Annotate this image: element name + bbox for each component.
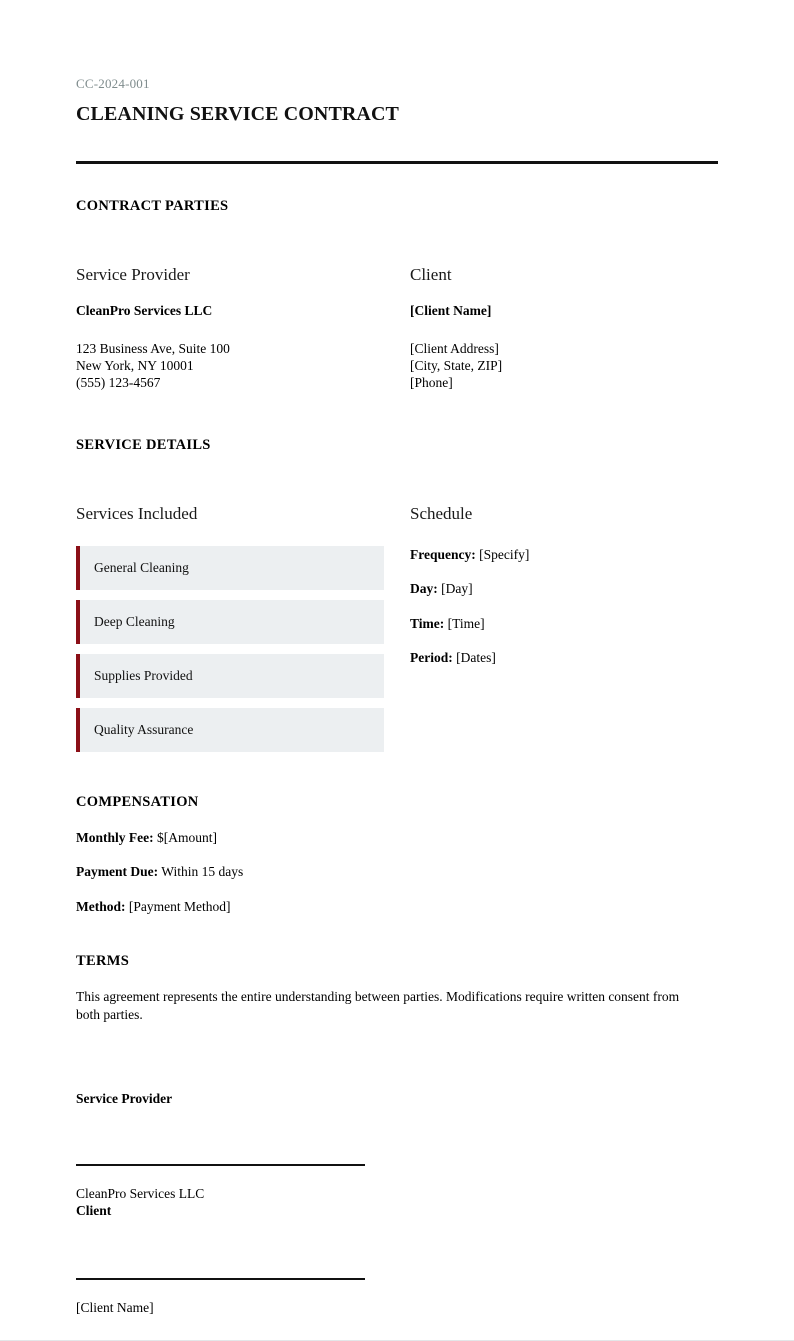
monthly-fee-value: $[Amount] — [156, 829, 217, 845]
provider-signature-line — [76, 1164, 365, 1166]
client-party-block — [410, 265, 718, 392]
list-item — [76, 546, 384, 590]
signature-area — [76, 1090, 718, 1316]
list-item — [76, 708, 384, 752]
schedule-time-label: Time: — [410, 615, 445, 631]
list-item — [76, 600, 384, 644]
terms-paragraph: This agreement represents the entire understanding between parties. Modifications require written consent from both parties. — [76, 989, 680, 1023]
payment-due-label: Payment Due: — [76, 864, 159, 880]
contract-parties-grid — [76, 265, 718, 392]
schedule-period-value: [Dates] — [456, 650, 496, 666]
schedule-frequency-label: Frequency: — [410, 546, 476, 562]
list-item — [410, 649, 718, 667]
client-signature-line — [76, 1278, 365, 1280]
service-item-label: General Cleaning — [94, 559, 189, 575]
schedule-subheading: Schedule — [410, 504, 473, 524]
section-heading-compensation: COMPENSATION — [76, 793, 199, 810]
list-item — [76, 654, 384, 698]
provider-name: CleanPro Services LLC — [76, 302, 213, 318]
list-item — [410, 546, 718, 564]
provider-address — [76, 340, 410, 392]
provider-signature-block — [76, 1090, 365, 1316]
compensation-list — [76, 829, 718, 916]
schedule-time-value: [Time] — [447, 615, 485, 631]
service-item-label: Deep Cleaning — [94, 613, 175, 629]
client-phone: [Phone] — [410, 375, 453, 391]
client-address-line2: [City, State, ZIP] — [410, 357, 503, 373]
services-included-list — [76, 546, 410, 752]
title-divider-rule — [76, 161, 718, 164]
service-item-label: Supplies Provided — [94, 667, 193, 683]
section-heading-service-details: SERVICE DETAILS — [76, 437, 211, 454]
document-reference: CC-2024-001 — [76, 76, 150, 91]
section-heading-terms: TERMS — [76, 953, 130, 970]
list-item — [410, 580, 718, 598]
services-included-block — [76, 504, 410, 751]
list-item — [410, 615, 718, 633]
schedule-block — [410, 504, 718, 667]
monthly-fee-label: Monthly Fee: — [76, 829, 154, 845]
provider-address-line1: 123 Business Ave, Suite 100 — [76, 340, 230, 356]
list-item — [76, 863, 718, 881]
schedule-day-label: Day: — [410, 581, 438, 597]
client-role-label: Client — [410, 264, 452, 284]
service-details-grid — [76, 504, 718, 751]
services-included-subheading: Services Included — [76, 504, 198, 524]
provider-signature-name: CleanPro Services LLC — [76, 1185, 205, 1201]
section-heading-contract-parties: CONTRACT PARTIES — [76, 197, 229, 214]
document-header — [76, 76, 718, 164]
list-item — [76, 829, 718, 847]
schedule-frequency-value: [Specify] — [479, 546, 530, 562]
service-item-label: Quality Assurance — [94, 721, 194, 737]
client-signature-name: [Client Name] — [76, 1299, 154, 1315]
provider-signature-role: Service Provider — [76, 1091, 173, 1107]
client-signature-role: Client — [76, 1203, 112, 1219]
provider-role-label: Service Provider — [76, 264, 190, 284]
service-provider-party-block — [76, 265, 410, 392]
payment-due-value: Within 15 days — [161, 864, 244, 880]
client-name: [Client Name] — [410, 302, 492, 318]
provider-address-line2: New York, NY 10001 — [76, 357, 194, 373]
list-item — [76, 898, 718, 916]
client-address — [410, 340, 718, 392]
payment-method-label: Method: — [76, 898, 126, 914]
schedule-day-value: [Day] — [441, 581, 473, 597]
provider-phone: (555) 123-4567 — [76, 375, 161, 391]
payment-method-value: [Payment Method] — [128, 898, 231, 914]
schedule-period-label: Period: — [410, 650, 453, 666]
schedule-list — [410, 546, 718, 667]
page-title: CLEANING SERVICE CONTRACT — [76, 102, 399, 125]
client-address-line1: [Client Address] — [410, 340, 499, 356]
